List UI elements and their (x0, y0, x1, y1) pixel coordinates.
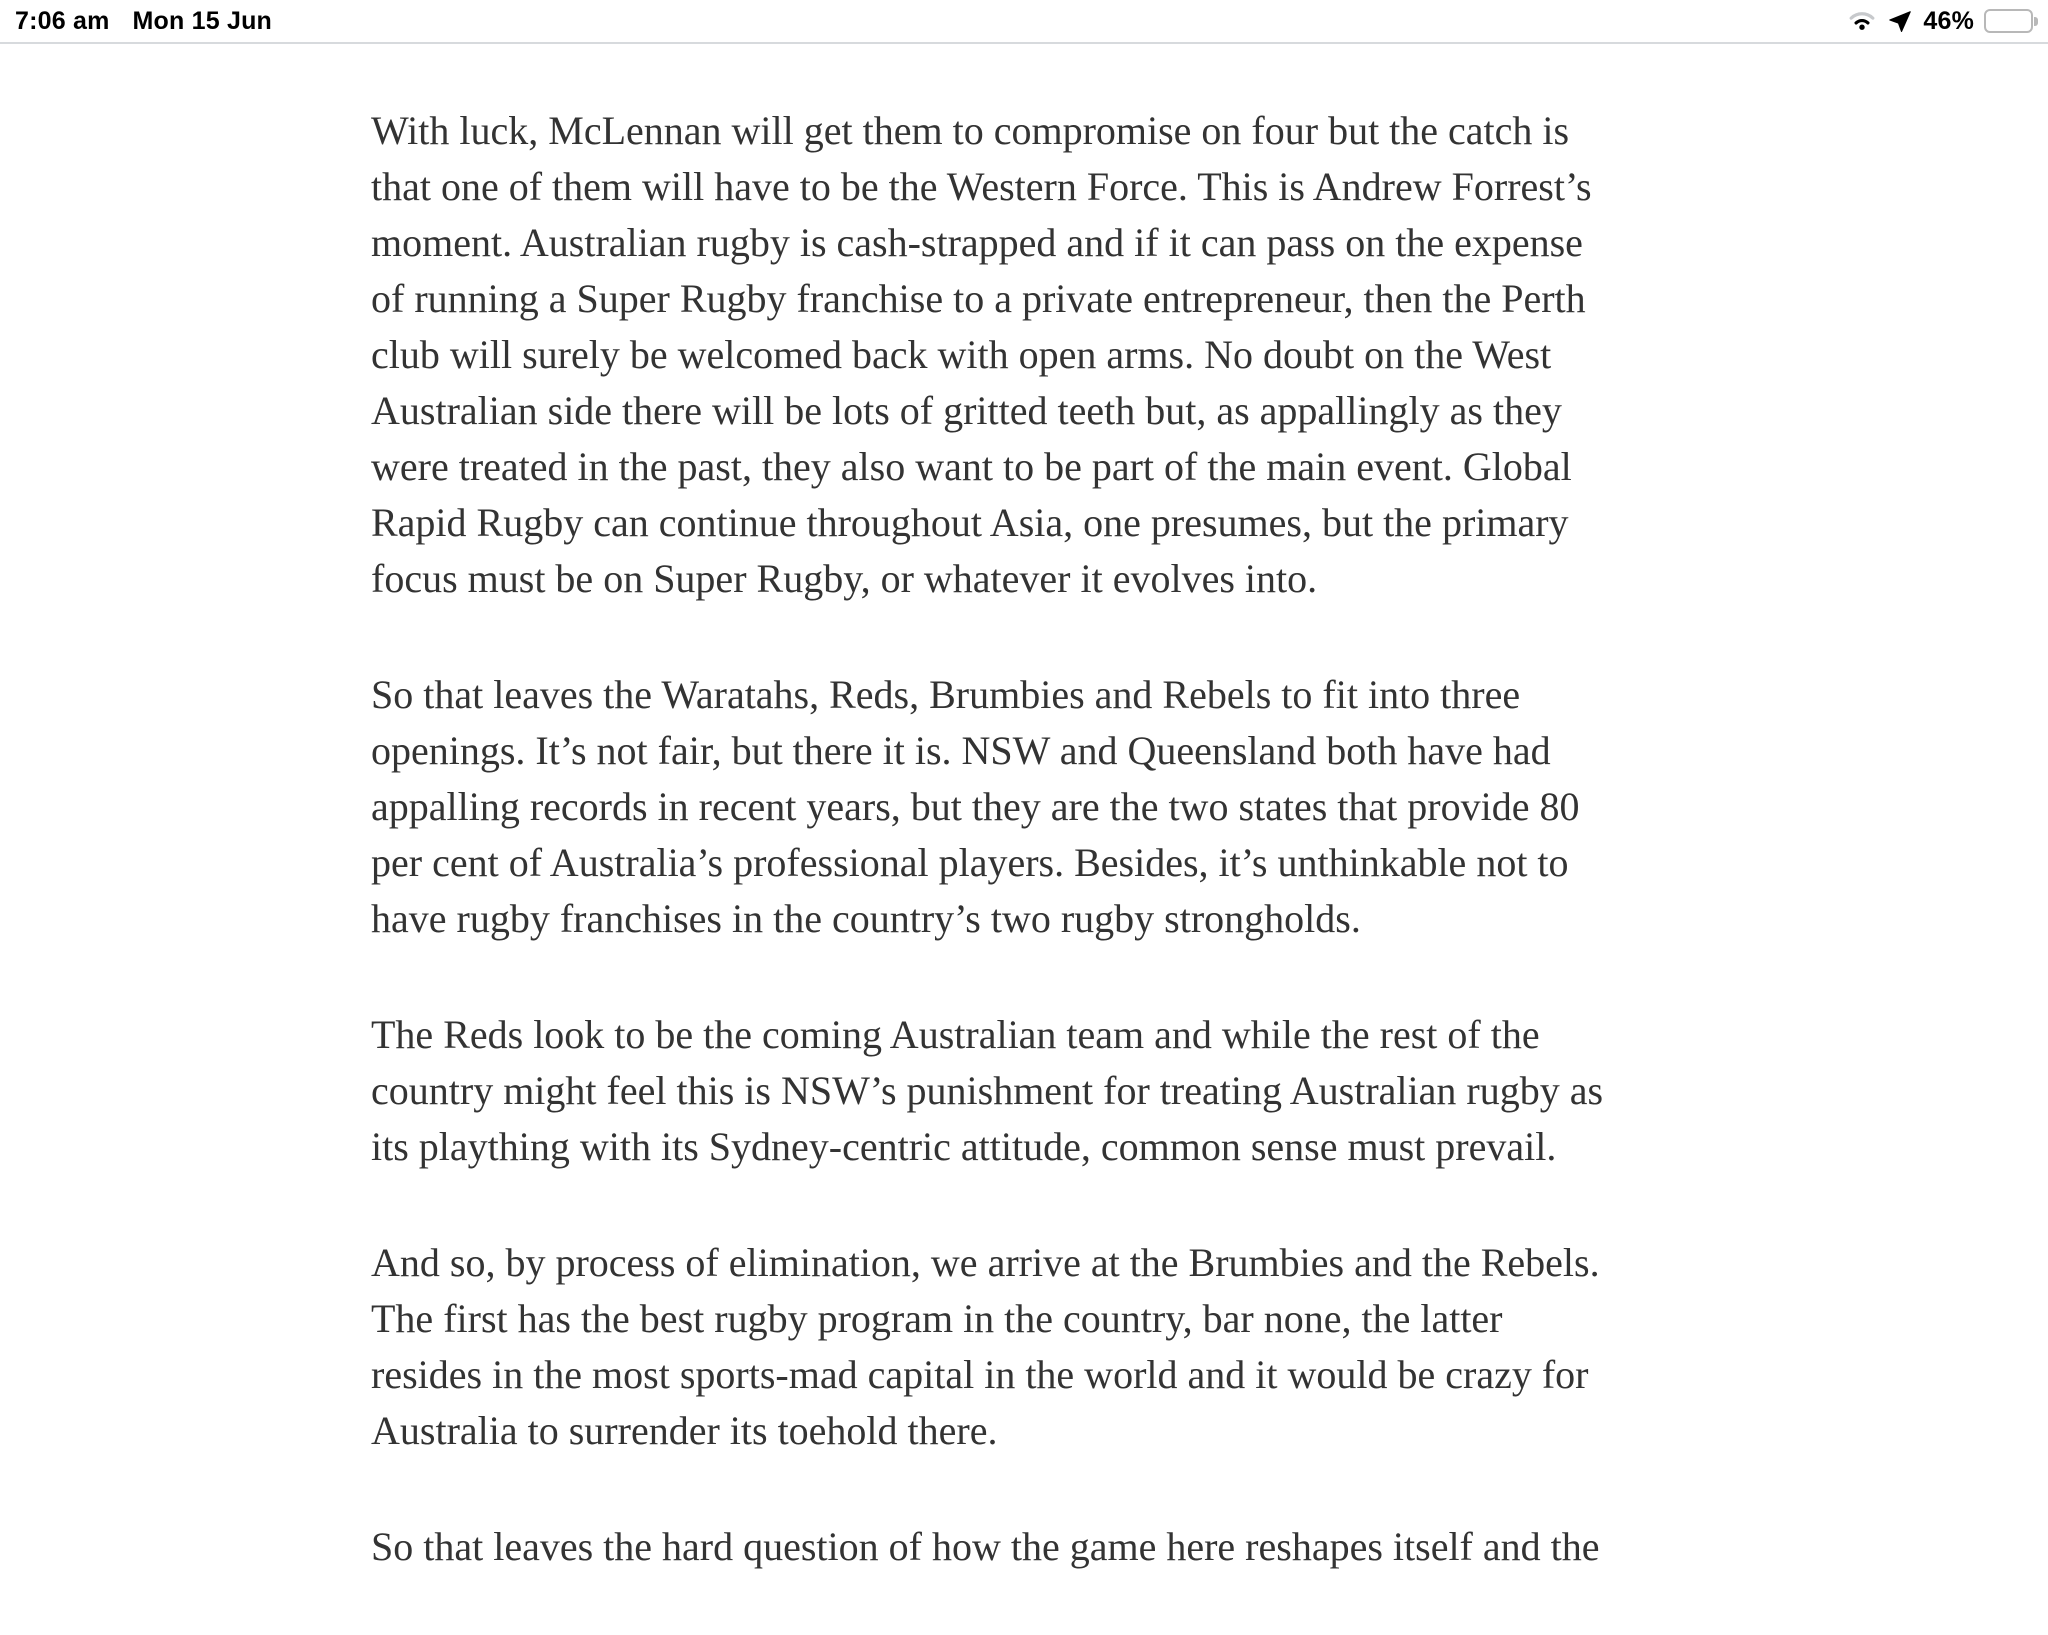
text-line: its plaything with its Sydney-centric attitude, common sense must prevail. (371, 1124, 1557, 1169)
text-line: The first has the best rugby program in the country, bar none, the latter (371, 1296, 1503, 1341)
text-line: focus must be on Super Rugby, or whatever it evolves into. (371, 556, 1318, 601)
text-line: And so, by process of elimination, we arrive at the Brumbies and the Rebels. (371, 1240, 1600, 1285)
text-line: club will surely be welcomed back with open arms. No doubt on the West (371, 332, 1552, 377)
text-line: were treated in the past, they also want to be part of the main event. Global (371, 444, 1572, 489)
text-line: appalling records in recent years, but they are the two states that provide 80 (371, 784, 1580, 829)
battery-body (1984, 9, 2033, 33)
status-bar-left (15, 0, 272, 42)
article-paragraph (371, 1235, 1671, 1459)
article-paragraph (371, 667, 1671, 947)
location-arrow-icon (1889, 11, 1911, 32)
text-line: So that leaves the hard question of how the game here reshapes itself and the (371, 1524, 1600, 1569)
text-line: of running a Super Rugby franchise to a private entrepreneur, then the Perth (371, 276, 1586, 321)
article-paragraph-clipped (371, 1519, 1671, 1575)
wifi-icon (1847, 12, 1877, 30)
article-paragraph (371, 1007, 1671, 1175)
status-bar-right (1847, 0, 2038, 42)
text-line: country might feel this is NSW’s punishment for treating Australian rugby as (371, 1068, 1604, 1113)
article-content[interactable] (371, 103, 1671, 1635)
text-line: resides in the most sports-mad capital in the world and it would be crazy for (371, 1352, 1589, 1397)
battery-icon (1984, 9, 2038, 33)
text-line: per cent of Australia’s professional players. Besides, it’s unthinkable not to (371, 840, 1569, 885)
battery-percent-label: 46% (1923, 6, 1974, 35)
wifi-mid-arc (1856, 21, 1868, 23)
text-line: With luck, McLennan will get them to compromise on four but the catch is (371, 108, 1570, 153)
status-bar-separator (0, 42, 2048, 44)
status-bar (0, 0, 2048, 42)
battery-nub (2034, 17, 2038, 26)
status-time: 7:06 am (15, 6, 110, 35)
text-line: So that leaves the Waratahs, Reds, Brumbies and Rebels to fit into three (371, 672, 1521, 717)
text-line: Rapid Rugby can continue throughout Asia, one presumes, but the primary (371, 500, 1569, 545)
wifi-dot (1860, 25, 1865, 30)
text-line: have rugby franchises in the country’s two rugby strongholds. (371, 896, 1361, 941)
text-line: Australian side there will be lots of gritted teeth but, as appallingly as they (371, 388, 1562, 433)
text-line: Australia to surrender its toehold there. (371, 1408, 998, 1453)
status-date: Mon 15 Jun (132, 6, 273, 35)
article-paragraph (371, 103, 1671, 607)
text-line: moment. Australian rugby is cash-strapped and if it can pass on the expense (371, 220, 1583, 265)
text-line: openings. It’s not fair, but there it is. NSW and Queensland both have had (371, 728, 1551, 773)
text-line: The Reds look to be the coming Australian team and while the rest of the (371, 1012, 1540, 1057)
text-line: that one of them will have to be the Western Force. This is Andrew Forrest’s (371, 164, 1592, 209)
wifi-top-arc (1852, 14, 1874, 18)
